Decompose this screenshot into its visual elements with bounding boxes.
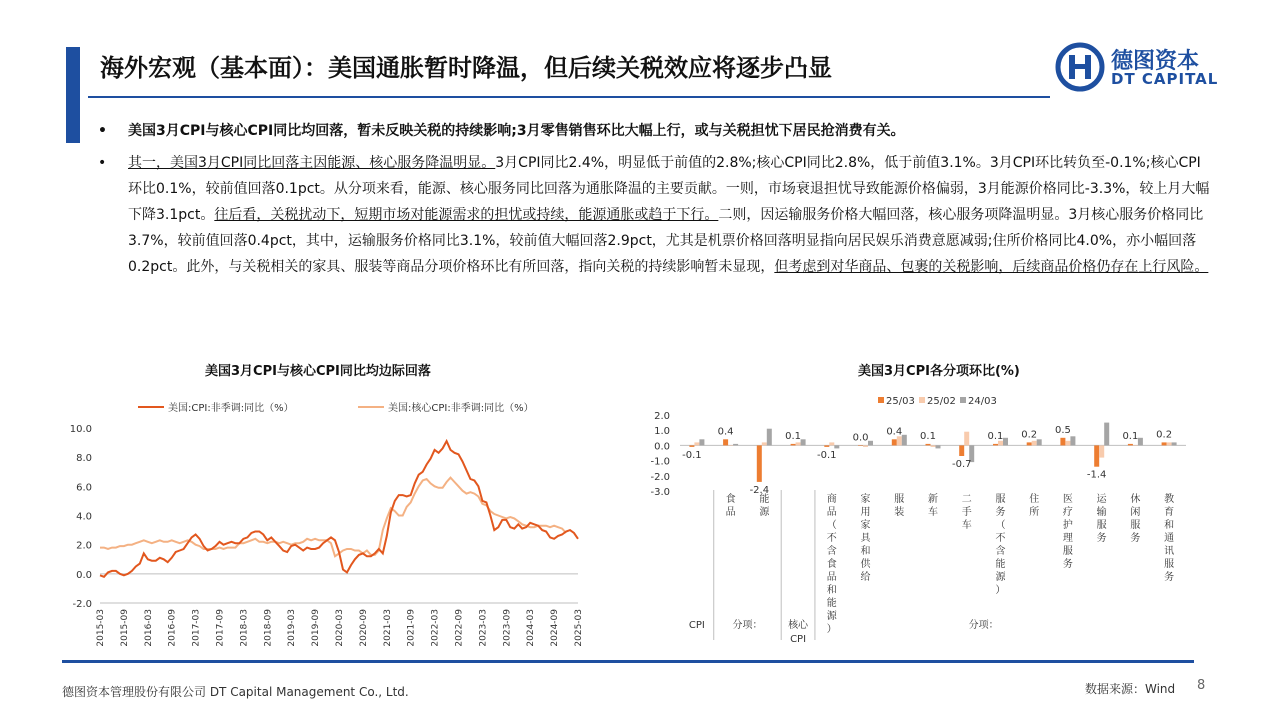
category-label-char: 务 <box>1096 533 1107 544</box>
category-label-char: 能 <box>826 598 837 609</box>
line-chart-title: 美国3月CPI与核心CPI同比均边际回落 <box>205 364 431 379</box>
bar-25-03 <box>1162 442 1167 445</box>
category-label-char: 务 <box>1164 572 1175 583</box>
data-label: 0.0 <box>852 432 869 444</box>
bar-24-03 <box>834 445 839 448</box>
legend-swatch <box>878 397 884 403</box>
category-label-char: 服 <box>894 494 905 505</box>
bar-25-02 <box>931 445 936 447</box>
bar-24-03 <box>767 429 772 446</box>
title-accent-bar <box>66 47 80 143</box>
page-title: 海外宏观（基本面）：美国通胀暂时降温，但后续关税效应将逐步凸显 <box>100 54 832 82</box>
y-tick-label: -1.0 <box>650 456 670 468</box>
x-tick-label: 2015-03 <box>96 609 106 647</box>
bar-25-02 <box>829 442 834 445</box>
y-tick-label: 2.0 <box>654 411 670 422</box>
category-label-char: 住 <box>1029 494 1040 505</box>
category-label-char: 不 <box>995 533 1006 544</box>
category-label-char: 和 <box>1164 520 1175 531</box>
x-tick-label: 2017-03 <box>191 609 202 647</box>
category-label-char: 源 <box>759 507 770 518</box>
line-chart <box>60 385 620 655</box>
category-label-char: 家 <box>860 494 871 505</box>
bar-24-03 <box>1138 438 1143 446</box>
category-label-char: 车 <box>928 507 938 518</box>
category-label-char: 车 <box>961 520 972 531</box>
bar-25-03 <box>757 445 762 482</box>
title-divider <box>88 96 1050 98</box>
bar-25-02 <box>1167 442 1172 445</box>
bar-chart-legend <box>878 396 997 407</box>
bar-24-03 <box>1003 438 1008 446</box>
bullet-dot: • <box>98 123 107 139</box>
category-label-char: 品 <box>826 572 837 583</box>
group-label-core-2: CPI <box>790 634 807 645</box>
bar-25-03 <box>1094 445 1099 466</box>
bar-chart-title: 美国3月CPI各分项环比(%) <box>858 364 1020 379</box>
category-label-char: 育 <box>1164 507 1175 518</box>
category-label-char: 医 <box>1062 494 1073 505</box>
data-label: -1.4 <box>1086 469 1107 481</box>
data-label: -0.1 <box>682 449 702 461</box>
x-tick-label: 2015-09 <box>119 609 130 647</box>
bar-chart-bars <box>682 423 1176 496</box>
category-label-char: 含 <box>995 546 1006 557</box>
data-label: 0.4 <box>717 426 734 438</box>
data-label: -0.1 <box>817 449 837 461</box>
bar-25-02 <box>762 442 767 445</box>
bar-25-03 <box>993 444 998 446</box>
x-tick-label: 2024-09 <box>550 609 561 647</box>
bar-25-03 <box>791 444 796 446</box>
y-tick-label: 4.0 <box>76 511 92 523</box>
bar-chart <box>640 390 1200 645</box>
group-label-subitems-1: 分项： <box>732 620 763 631</box>
data-label: 0.2 <box>1156 429 1173 441</box>
category-label-char: 理 <box>1062 533 1073 544</box>
cpi-yoy-line <box>100 441 578 577</box>
bullet-2-underline-1: 其一，美国3月CPI同比回落主因能源、核心服务降温明显。 <box>128 155 496 171</box>
category-label-char: 服 <box>995 494 1006 505</box>
category-label-char: 所 <box>1029 507 1040 518</box>
category-label-char: 品 <box>826 507 837 518</box>
bar-25-03 <box>858 445 863 446</box>
category-label-char: 闲 <box>1130 507 1141 518</box>
logo-emblem-icon <box>1055 42 1105 92</box>
legend-label: 25/03 <box>886 396 915 407</box>
bar-25-02 <box>863 445 868 447</box>
category-label-char: （ <box>995 520 1006 531</box>
y-tick-label: 1.0 <box>654 426 670 438</box>
category-label-char: ） <box>995 585 1006 596</box>
x-tick-label: 2020-09 <box>358 609 369 647</box>
category-label-char: 源 <box>995 572 1006 583</box>
x-tick-label: 2018-09 <box>263 609 274 647</box>
y-tick-label: -2.0 <box>72 599 92 610</box>
bullet-2-underline-2: 往后看，关税扰动下，短期市场对能源需求的担忧或持续，能源通胀或趋于下行。 <box>214 207 719 223</box>
x-tick-label: 2024-03 <box>526 609 537 647</box>
category-label-char: 务 <box>1130 533 1141 544</box>
company-logo <box>1055 42 1225 92</box>
x-tick-label: 2019-03 <box>287 609 298 647</box>
bullet-1-text: 美国3月CPI与核心CPI同比均回落，暂未反映关税的持续影响;3月零售销售环比大幅上行，或与关税担忧下居民抢消费有关。 <box>128 123 905 139</box>
line-chart-legend <box>138 401 534 414</box>
category-label-char: 新 <box>928 494 938 505</box>
category-label-char: 服 <box>1096 520 1107 531</box>
legend-label-core-cpi: 美国:核心CPI:非季调:同比（%） <box>388 403 534 414</box>
core-cpi-yoy-line <box>100 478 566 557</box>
category-label-char: 通 <box>1164 533 1175 544</box>
legend-label: 25/02 <box>927 396 956 407</box>
bar-25-03 <box>689 445 694 447</box>
bar-25-02 <box>1099 445 1104 457</box>
category-label-char: 用 <box>860 507 871 518</box>
data-label: -0.7 <box>951 459 972 470</box>
data-label: 0.1 <box>785 430 802 442</box>
x-tick-label: 2021-09 <box>406 609 417 647</box>
legend-swatch <box>960 397 966 403</box>
x-tick-label: 2022-03 <box>430 609 441 647</box>
bullet-2-text-1: 3月CPI同比2.4%，明显低于前值的2.8%;核心CPI同比2.8%，低于前值3.1%。3月CPI环比转负至-0.1%;核心CPI环比0.1%，较前值回落0.1pct。从分项来看，能源、核心服务同比回落为通胀降温的主要贡献。一则，市场衰退担忧导致能源价格偏弱，3月能源价格同比-3.3%，较上月大幅下降3.1pct。 <box>128 155 1210 223</box>
bar-25-03 <box>1128 444 1133 446</box>
bar-25-02 <box>694 442 699 445</box>
group-label-subitems-2: 分项： <box>968 620 999 631</box>
data-source: 数据来源：Wind <box>1085 682 1176 696</box>
bar-24-03 <box>699 439 704 445</box>
category-label-char: 具 <box>860 533 871 544</box>
category-label-char: 能 <box>995 559 1006 570</box>
bar-25-02 <box>1065 441 1070 446</box>
y-tick-label: 2.0 <box>76 540 92 552</box>
category-label-char: 不 <box>826 533 837 544</box>
bar-25-02 <box>897 436 902 445</box>
footer-divider <box>62 660 1194 663</box>
y-tick-label: 10.0 <box>69 424 92 435</box>
category-label-char: 护 <box>1062 520 1073 531</box>
logo-text-cn: 德图资本 <box>1111 49 1200 74</box>
category-label-char: 含 <box>826 546 837 557</box>
category-label-char: 服 <box>1130 520 1141 531</box>
category-label-char: 家 <box>860 520 871 531</box>
x-tick-label: 2016-03 <box>143 609 154 647</box>
bullet-2-underline-3: 但考虑到对华商品、包裹的关税影响，后续商品价格仍存在上行风险。 <box>774 259 1209 275</box>
category-label-char: 食 <box>725 494 736 505</box>
bar-25-02 <box>796 442 801 445</box>
x-tick-label: 2023-03 <box>478 609 489 647</box>
bar-25-03 <box>959 445 964 456</box>
category-label-char: （ <box>826 520 837 531</box>
category-label-char: 品 <box>725 507 736 518</box>
footer-company: 德图资本管理股份有限公司 DT Capital Management Co., Ltd. <box>62 685 409 699</box>
x-tick-label: 2023-09 <box>502 609 513 647</box>
category-label-char: 和 <box>860 546 871 557</box>
bar-24-03 <box>1104 423 1109 446</box>
category-label-char: 服 <box>1164 559 1175 570</box>
category-label-char: 休 <box>1130 494 1141 505</box>
legend-label-cpi: 美国:CPI:非季调:同比（%） <box>168 403 294 414</box>
bar-chart-category-labels <box>689 490 1174 645</box>
category-label-char: ） <box>826 624 837 635</box>
bar-25-03 <box>824 445 829 447</box>
category-label-char: 运 <box>1096 494 1107 505</box>
y-tick-label: 0.0 <box>654 441 670 453</box>
y-tick-label: 6.0 <box>76 482 92 494</box>
category-label-char: 务 <box>995 507 1006 518</box>
group-label-core-1: 核心 <box>788 620 809 631</box>
category-label-char: 教 <box>1164 494 1175 505</box>
bar-25-03 <box>926 444 931 446</box>
bar-25-03 <box>723 439 728 445</box>
category-label-char: 疗 <box>1062 507 1073 518</box>
category-label-char: 商 <box>826 494 837 505</box>
bar-24-03 <box>1070 436 1075 445</box>
data-label: -2.4 <box>749 484 770 496</box>
bullet-dot: • <box>98 155 107 171</box>
y-tick-label: 0.0 <box>76 569 92 581</box>
bar-25-02 <box>1133 445 1138 446</box>
x-tick-label: 2020-03 <box>335 609 345 647</box>
bar-24-03 <box>902 435 907 446</box>
category-label-char: 食 <box>826 559 837 570</box>
bar-24-03 <box>868 441 873 446</box>
data-label: 0.5 <box>1054 424 1071 436</box>
bar-25-02 <box>1032 441 1037 446</box>
y-tick-label: -3.0 <box>650 487 670 498</box>
page-number: 8 <box>1197 678 1206 693</box>
category-label-char: 务 <box>1062 559 1073 570</box>
bullet-2 <box>98 150 1213 280</box>
x-tick-label: 2018-03 <box>239 609 250 647</box>
category-label-char: 二 <box>961 494 972 505</box>
bar-25-03 <box>1060 438 1065 446</box>
data-label: 0.1 <box>1122 430 1139 442</box>
group-label-cpi: CPI <box>688 620 705 631</box>
line-chart-series <box>100 441 578 577</box>
bar-25-03 <box>1027 442 1032 445</box>
data-label: 0.4 <box>886 426 903 438</box>
category-label-char: 供 <box>860 559 871 570</box>
category-label-char: 和 <box>826 585 837 596</box>
category-label-char: 装 <box>894 507 905 518</box>
category-label-char: 服 <box>1062 546 1073 557</box>
logo-text-en: DT CAPITAL <box>1111 70 1219 88</box>
x-tick-label: 2016-09 <box>167 609 178 647</box>
data-label: 0.1 <box>987 430 1004 442</box>
bar-25-02 <box>964 432 969 446</box>
bar-24-03 <box>1037 439 1042 445</box>
legend-swatch <box>919 397 925 403</box>
category-label-char: 手 <box>961 507 972 518</box>
x-tick-label: 2025-03 <box>574 609 584 647</box>
category-label-char: 源 <box>826 611 837 622</box>
summary-bullets <box>98 118 1213 286</box>
bar-24-03 <box>1172 442 1177 445</box>
bar-24-03 <box>801 439 806 445</box>
category-label-char: 输 <box>1096 507 1107 518</box>
y-tick-label: -2.0 <box>650 471 670 483</box>
bullet-2-text-2: 二则，因运输服务价格大幅回落，核心服务项降温明显。3月核心服务价格同比3.7%，较前值回落0.4pct，其中，运输服务价格同比3.1%，较前值大幅回落2.9pct，尤其是机票价格回落明显指向居民娱乐消费意愿减弱;住所价格同比4.0%，亦小幅回落0.2pct。此外，与关税相关的家具、服装等商品分项价格环比有所回落，指向关税的持续影响暂未显现， <box>128 207 1204 275</box>
bar-24-03 <box>936 445 941 448</box>
data-label: 0.2 <box>1021 429 1038 441</box>
bar-25-02 <box>728 445 733 446</box>
x-tick-label: 2019-09 <box>311 609 322 647</box>
bar-25-03 <box>892 439 897 445</box>
category-label-char: 讯 <box>1164 546 1175 557</box>
x-tick-label: 2017-09 <box>215 609 226 647</box>
line-chart-axes <box>70 424 584 647</box>
category-label-char: 能 <box>759 494 770 505</box>
bullet-1 <box>98 118 1213 144</box>
bar-24-03 <box>733 444 738 446</box>
data-label: 0.1 <box>920 430 936 442</box>
x-tick-label: 2021-03 <box>382 609 393 647</box>
y-tick-label: 8.0 <box>76 453 92 465</box>
category-label-char: 给 <box>860 572 871 583</box>
legend-label: 24/03 <box>968 396 997 407</box>
x-tick-label: 2022-09 <box>454 609 465 647</box>
